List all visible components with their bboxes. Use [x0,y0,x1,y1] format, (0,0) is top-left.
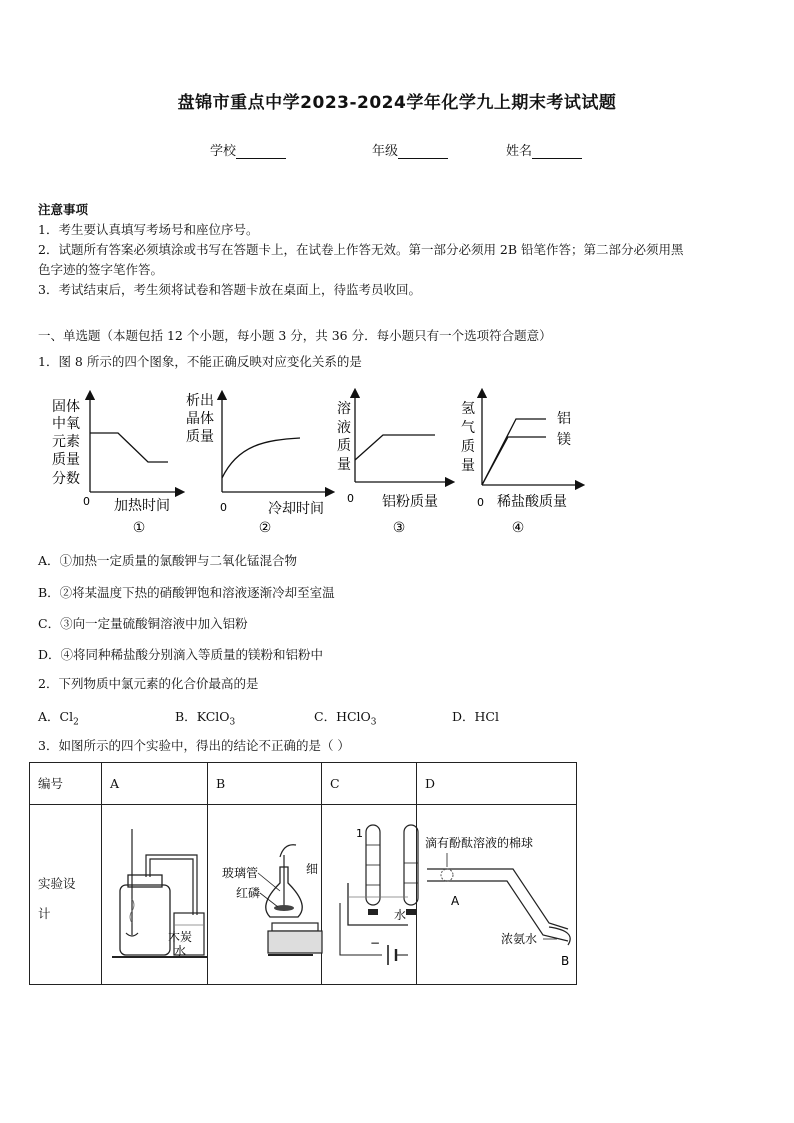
graph-2-ylabel: 质量 [186,429,214,445]
graph-2-ylabel: 晶体 [186,411,214,427]
experiment-b-drawing [208,805,319,981]
graph-3-ylabel: 液 [337,420,351,436]
graph-1-tag: ① [132,520,146,536]
q1-graphs [40,385,600,540]
school-blank[interactable] [236,144,286,159]
graph-1-xlabel: 加热时间 [114,498,170,514]
name-blank[interactable] [532,144,582,159]
q2-option-letter: B． [175,709,197,724]
school-label: 学校 [210,144,237,159]
graph-4-curve-mg [482,437,546,485]
label-fine: 细 [306,862,319,876]
graph-3-curve [355,435,435,460]
q2-option-formula: HClO [336,709,371,724]
graph-2-tag: ② [258,520,272,536]
label-one: 1 [356,827,363,840]
q2-option-letter: D． [452,709,475,724]
experiment-d-cell [417,805,577,985]
name-field[interactable] [506,140,582,159]
note-item: 色字迹的签字笔作答。 [38,262,164,277]
q2-option-sub: 3 [229,717,236,728]
label-a: A [451,894,460,908]
graph-4-xlabel: 稀盐酸质量 [497,494,567,510]
q1-stem: 1．图 8 所示的四个图象，不能正确反映对应变化关系的是 [38,354,362,369]
row-label-line: 实验设 [38,876,76,891]
q3-table [29,762,577,985]
graph-3-xlabel: 铝粉质量 [382,494,438,510]
label-water: 水 [174,944,187,958]
q1-option-b[interactable]: B．②将某温度下热的硝酸钾饱和溶液逐渐冷却至室温 [38,585,335,600]
q2-option-letter: C． [314,709,337,724]
note-item: 1．考生要认真填写考场号和座位序号。 [38,222,259,237]
graph-4-series-label: 铝 [557,411,571,427]
label-cotton-ball: 滴有酚酞溶液的棉球 [425,836,534,850]
q2-option-formula: KClO [196,709,230,724]
q2-option-letter: A． [38,709,60,724]
page-title: 盘锦市重点中学2023-2024学年化学九上期末考试试题 [177,93,617,113]
graph-1-ylabel: 质量 [52,452,80,468]
label-water: 水 [394,908,407,922]
graph-4-ylabel: 量 [461,458,475,474]
row-label-cell [30,805,102,985]
q2-option-formula: HCl [474,709,499,724]
graph-1-ylabel: 分数 [52,471,80,487]
graph-2 [186,392,330,536]
graph-3-ylabel: 质 [337,438,351,454]
graph-4-origin: 0 [477,496,484,509]
label-charcoal: 木炭 [168,930,193,944]
graph-2-ylabel: 析出 [186,393,214,409]
label-ammonia: 浓氨水 [501,932,538,946]
graph-3-ylabel: 量 [337,457,351,473]
notes-list [38,220,768,300]
graph-4-ylabel: 气 [461,420,475,436]
name-label: 姓名 [506,144,533,159]
note-item: 2．试题所有答案必须填涂或书写在答题卡上，在试卷上作答无效。第一部分必须用 2B 铅笔作答；第二部分必须用黑 [38,242,684,257]
label-minus: − [370,936,381,950]
grade-label: 年级 [372,144,399,159]
graph-3-ylabel: 溶 [337,401,351,417]
notes-heading: 注意事项 [38,202,89,217]
table-header-cell: D [417,763,577,805]
experiment-d-drawing [417,805,568,981]
school-field[interactable] [210,140,286,159]
graph-2-xlabel: 冷却时间 [268,501,324,517]
row-label-line: 计 [38,906,51,921]
experiment-a-cell [102,805,208,985]
q2-option-sub: 3 [370,717,377,728]
q2-stem: 2．下列物质中氯元素的化合价最高的是 [38,676,259,691]
graph-1-ylabel: 固体 [52,399,80,415]
graph-4-ylabel: 氢 [461,401,475,417]
table-header-cell: 编号 [30,763,102,805]
experiment-c-cell [322,805,417,985]
graph-4 [461,393,580,536]
graph-1-curve [90,433,168,462]
q3-stem: 3．如图所示的四个实验中，得出的结论不正确的是（ ） [38,738,350,753]
section-heading: 一、单选题（本题包括 12 个小题，每小题 3 分，共 36 分．每小题只有一个选项符合题意） [38,328,552,343]
label-glass-tube: 玻璃管 [222,866,259,880]
q2-option-formula: Cl [59,709,74,724]
grade-blank[interactable] [398,144,448,159]
graph-4-curve-al [482,419,546,485]
graph-4-tag: ④ [511,520,525,536]
q2-option-a[interactable] [38,707,79,728]
experiment-b-cell [208,805,322,985]
graph-4-series-label: 镁 [557,432,571,448]
experiment-c-drawing [322,805,408,981]
graph-3-origin: 0 [347,492,354,505]
grade-field[interactable] [372,140,448,159]
q2-option-b[interactable] [175,707,235,728]
graph-4-ylabel: 质 [461,439,475,455]
graph-2-origin: 0 [220,501,227,514]
label-red-phosphorus: 红磷 [236,886,261,900]
graph-3-tag: ③ [392,520,406,536]
q1-option-d[interactable]: D．④将同种稀盐酸分别滴入等质量的镁粉和铝粉中 [38,647,324,662]
experiment-a-drawing [102,805,207,981]
graph-2-curve [222,438,300,478]
graph-1 [52,395,180,536]
q1-option-a[interactable]: A．①加热一定质量的氯酸钾与二氧化锰混合物 [38,553,298,568]
graph-3 [337,393,450,536]
q2-option-d[interactable] [452,707,499,725]
graph-1-origin: 0 [83,495,90,508]
table-header-cell: C [322,763,417,805]
q2-option-c[interactable] [314,707,377,728]
q2-option-sub: 2 [73,717,79,728]
table-header-cell: A [102,763,208,805]
q1-option-c[interactable]: C．③向一定量硫酸铜溶液中加入铝粉 [38,616,248,631]
label-b: B [561,954,570,968]
table-header-cell: B [208,763,322,805]
note-item: 3．考试结束后，考生须将试卷和答题卡放在桌面上，待监考员收回。 [38,282,421,297]
graph-1-ylabel: 中氧 [52,416,80,432]
graph-1-ylabel: 元素 [52,434,80,450]
